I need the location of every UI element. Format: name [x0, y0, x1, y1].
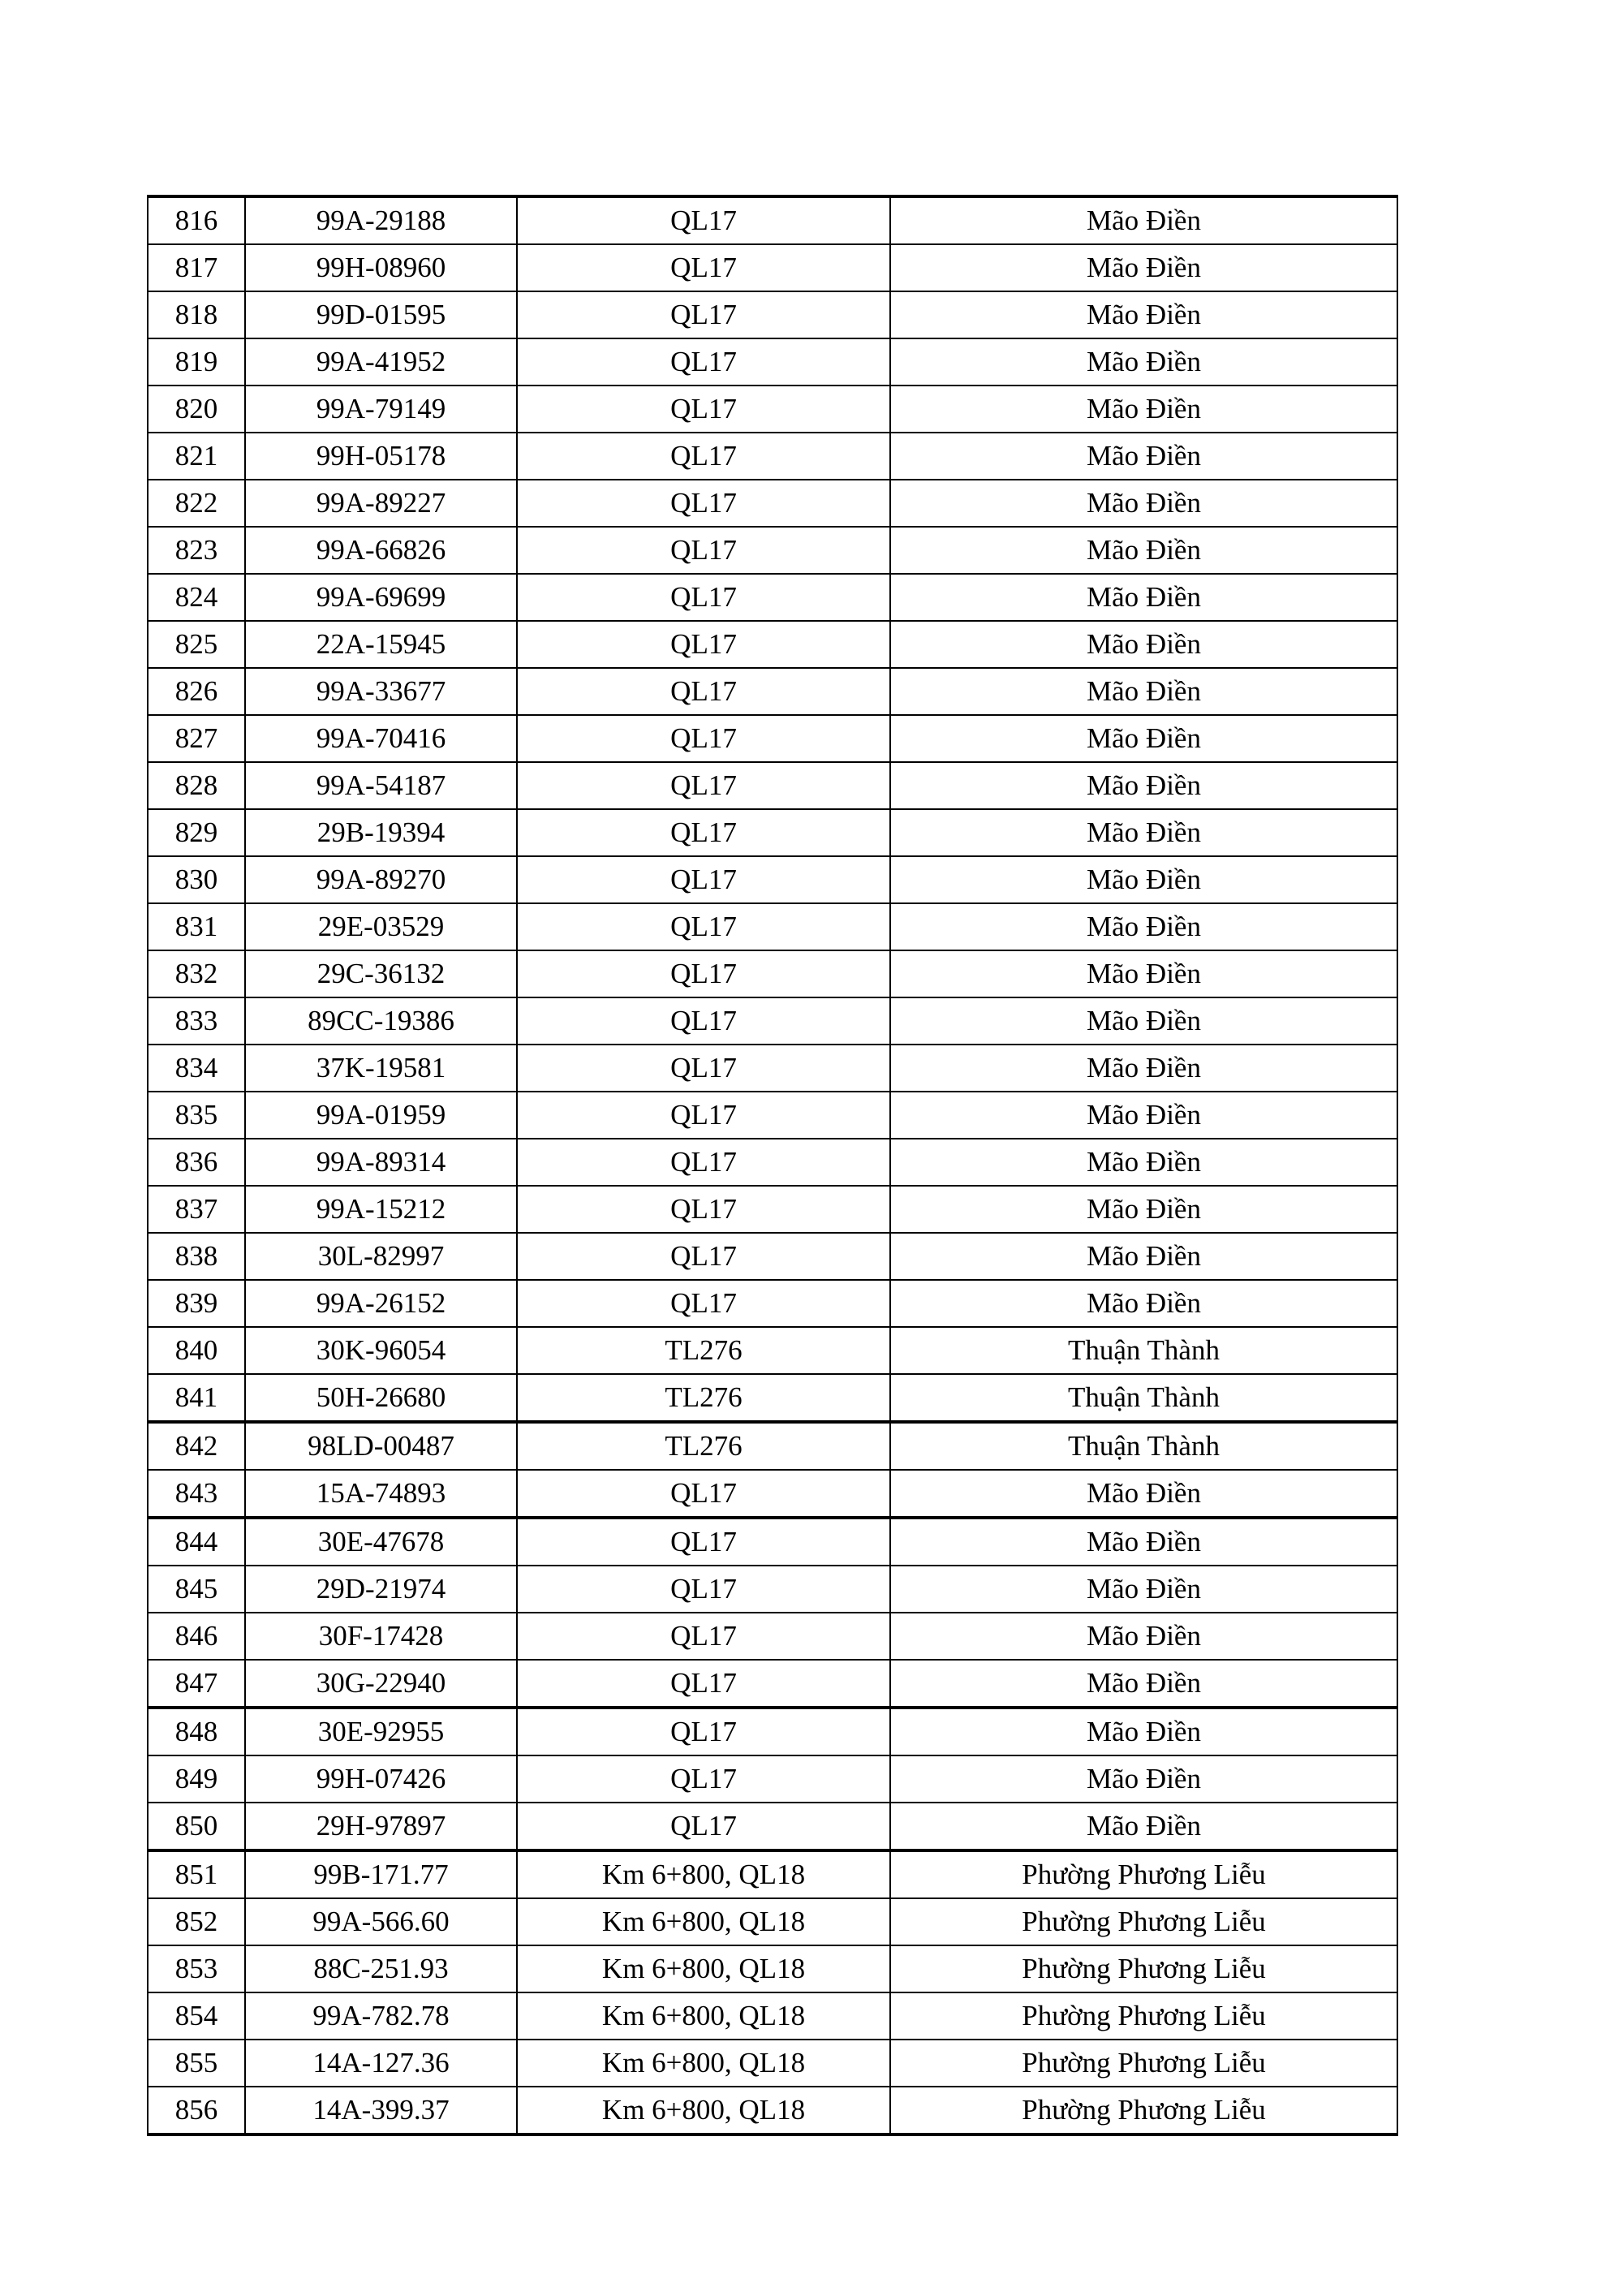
- cell-route: QL17: [517, 1518, 890, 1566]
- cell-location: Mão Điền: [890, 1470, 1397, 1518]
- cell-index: 831: [148, 903, 245, 950]
- cell-location: Thuận Thành: [890, 1327, 1397, 1374]
- cell-license-plate: 30E-92955: [245, 1708, 517, 1755]
- cell-location: Mão Điền: [890, 1755, 1397, 1803]
- cell-index: 839: [148, 1280, 245, 1327]
- cell-route: QL17: [517, 762, 890, 809]
- cell-route: TL276: [517, 1327, 890, 1374]
- cell-license-plate: 99A-01959: [245, 1092, 517, 1139]
- cell-license-plate: 99A-41952: [245, 338, 517, 386]
- table-row: [148, 1850, 1397, 1898]
- cell-location: Mão Điền: [890, 1518, 1397, 1566]
- table-row: [148, 480, 1397, 527]
- cell-route: QL17: [517, 1092, 890, 1139]
- cell-index: 856: [148, 2087, 245, 2134]
- cell-index: 846: [148, 1613, 245, 1660]
- cell-index: 844: [148, 1518, 245, 1566]
- cell-index: 850: [148, 1803, 245, 1850]
- cell-index: 847: [148, 1660, 245, 1708]
- cell-license-plate: 37K-19581: [245, 1045, 517, 1092]
- cell-license-plate: 15A-74893: [245, 1470, 517, 1518]
- table-row: [148, 950, 1397, 997]
- table-row: [148, 762, 1397, 809]
- cell-license-plate: 99B-171.77: [245, 1850, 517, 1898]
- cell-index: 817: [148, 244, 245, 291]
- cell-route: QL17: [517, 574, 890, 621]
- cell-route: QL17: [517, 1708, 890, 1755]
- cell-license-plate: 89CC-19386: [245, 997, 517, 1045]
- cell-index: 848: [148, 1708, 245, 1755]
- cell-license-plate: 29E-03529: [245, 903, 517, 950]
- cell-license-plate: 29B-19394: [245, 809, 517, 856]
- cell-route: QL17: [517, 1045, 890, 1092]
- cell-location: Mão Điền: [890, 386, 1397, 433]
- cell-route: Km 6+800, QL18: [517, 2040, 890, 2087]
- cell-license-plate: 99A-69699: [245, 574, 517, 621]
- cell-route: QL17: [517, 244, 890, 291]
- cell-route: Km 6+800, QL18: [517, 1898, 890, 1945]
- table-row: [148, 856, 1397, 903]
- cell-location: Mão Điền: [890, 1045, 1397, 1092]
- cell-license-plate: 22A-15945: [245, 621, 517, 668]
- cell-index: 836: [148, 1139, 245, 1186]
- cell-location: Mão Điền: [890, 1233, 1397, 1280]
- cell-license-plate: 30K-96054: [245, 1327, 517, 1374]
- table-row: [148, 527, 1397, 574]
- cell-route: QL17: [517, 950, 890, 997]
- cell-index: 822: [148, 480, 245, 527]
- cell-license-plate: 99A-89270: [245, 856, 517, 903]
- table-row: [148, 1139, 1397, 1186]
- cell-license-plate: 88C-251.93: [245, 1945, 517, 1992]
- table-row: [148, 1566, 1397, 1613]
- cell-route: QL17: [517, 196, 890, 244]
- cell-route: QL17: [517, 1803, 890, 1850]
- cell-license-plate: 30L-82997: [245, 1233, 517, 1280]
- cell-location: Mão Điền: [890, 762, 1397, 809]
- table-row: [148, 338, 1397, 386]
- table-row: [148, 1470, 1397, 1518]
- cell-route: QL17: [517, 903, 890, 950]
- cell-route: Km 6+800, QL18: [517, 1945, 890, 1992]
- cell-location: Mão Điền: [890, 856, 1397, 903]
- cell-index: 818: [148, 291, 245, 338]
- cell-index: 841: [148, 1374, 245, 1422]
- vehicle-registry-table: [147, 195, 1398, 2136]
- cell-route: QL17: [517, 527, 890, 574]
- cell-index: 828: [148, 762, 245, 809]
- cell-index: 833: [148, 997, 245, 1045]
- cell-route: QL17: [517, 1470, 890, 1518]
- cell-location: Mão Điền: [890, 809, 1397, 856]
- cell-location: Mão Điền: [890, 1708, 1397, 1755]
- table-row: [148, 2040, 1397, 2087]
- cell-index: 845: [148, 1566, 245, 1613]
- table-row: [148, 1992, 1397, 2040]
- table-row: [148, 903, 1397, 950]
- cell-route: QL17: [517, 1233, 890, 1280]
- cell-route: QL17: [517, 1613, 890, 1660]
- table-row: [148, 1898, 1397, 1945]
- cell-location: Phường Phương Liễu: [890, 1945, 1397, 1992]
- cell-route: QL17: [517, 621, 890, 668]
- cell-index: 851: [148, 1850, 245, 1898]
- table-row: [148, 433, 1397, 480]
- table-row: [148, 1233, 1397, 1280]
- cell-index: 820: [148, 386, 245, 433]
- cell-location: Mão Điền: [890, 1803, 1397, 1850]
- table-row: [148, 621, 1397, 668]
- cell-index: 829: [148, 809, 245, 856]
- table-row: [148, 1045, 1397, 1092]
- cell-license-plate: 99A-782.78: [245, 1992, 517, 2040]
- cell-route: QL17: [517, 480, 890, 527]
- cell-location: Mão Điền: [890, 668, 1397, 715]
- cell-location: Mão Điền: [890, 1660, 1397, 1708]
- cell-index: 852: [148, 1898, 245, 1945]
- cell-route: QL17: [517, 1566, 890, 1613]
- cell-route: QL17: [517, 291, 890, 338]
- cell-route: QL17: [517, 433, 890, 480]
- cell-route: QL17: [517, 1186, 890, 1233]
- cell-index: 821: [148, 433, 245, 480]
- cell-index: 827: [148, 715, 245, 762]
- cell-license-plate: 14A-127.36: [245, 2040, 517, 2087]
- cell-license-plate: 98LD-00487: [245, 1422, 517, 1470]
- cell-license-plate: 99A-29188: [245, 196, 517, 244]
- vehicle-registry-table-wrapper: [147, 195, 1397, 2136]
- cell-route: Km 6+800, QL18: [517, 2087, 890, 2134]
- table-row: [148, 1092, 1397, 1139]
- cell-license-plate: 30F-17428: [245, 1613, 517, 1660]
- cell-location: Mão Điền: [890, 1613, 1397, 1660]
- cell-route: QL17: [517, 856, 890, 903]
- cell-route: QL17: [517, 668, 890, 715]
- cell-location: Phường Phương Liễu: [890, 1898, 1397, 1945]
- table-row: [148, 1518, 1397, 1566]
- table-row: [148, 1755, 1397, 1803]
- cell-location: Thuận Thành: [890, 1422, 1397, 1470]
- table-row: [148, 196, 1397, 244]
- table-row: [148, 574, 1397, 621]
- cell-license-plate: 99H-08960: [245, 244, 517, 291]
- cell-license-plate: 50H-26680: [245, 1374, 517, 1422]
- table-row: [148, 1422, 1397, 1470]
- table-row: [148, 2087, 1397, 2134]
- cell-location: Phường Phương Liễu: [890, 2087, 1397, 2134]
- cell-license-plate: 99A-33677: [245, 668, 517, 715]
- cell-route: QL17: [517, 1139, 890, 1186]
- table-row: [148, 1660, 1397, 1708]
- cell-location: Thuận Thành: [890, 1374, 1397, 1422]
- cell-location: Mão Điền: [890, 903, 1397, 950]
- cell-license-plate: 99A-66826: [245, 527, 517, 574]
- cell-license-plate: 30E-47678: [245, 1518, 517, 1566]
- cell-license-plate: 29C-36132: [245, 950, 517, 997]
- cell-license-plate: 99A-70416: [245, 715, 517, 762]
- cell-route: QL17: [517, 386, 890, 433]
- cell-license-plate: 99A-89227: [245, 480, 517, 527]
- cell-license-plate: 99H-07426: [245, 1755, 517, 1803]
- cell-location: Mão Điền: [890, 621, 1397, 668]
- table-row: [148, 1803, 1397, 1850]
- table-row: [148, 1280, 1397, 1327]
- cell-index: 819: [148, 338, 245, 386]
- cell-index: 854: [148, 1992, 245, 2040]
- cell-route: QL17: [517, 809, 890, 856]
- cell-location: Mão Điền: [890, 1092, 1397, 1139]
- cell-index: 853: [148, 1945, 245, 1992]
- cell-license-plate: 99A-89314: [245, 1139, 517, 1186]
- cell-route: Km 6+800, QL18: [517, 1992, 890, 2040]
- table-row: [148, 668, 1397, 715]
- table-row: [148, 1186, 1397, 1233]
- cell-location: Mão Điền: [890, 196, 1397, 244]
- cell-location: Mão Điền: [890, 244, 1397, 291]
- cell-index: 849: [148, 1755, 245, 1803]
- table-row: [148, 1613, 1397, 1660]
- cell-index: 838: [148, 1233, 245, 1280]
- cell-license-plate: 99A-26152: [245, 1280, 517, 1327]
- table-row: [148, 1945, 1397, 1992]
- cell-index: 824: [148, 574, 245, 621]
- cell-index: 826: [148, 668, 245, 715]
- cell-location: Mão Điền: [890, 1186, 1397, 1233]
- cell-license-plate: 99A-79149: [245, 386, 517, 433]
- cell-route: TL276: [517, 1374, 890, 1422]
- cell-route: QL17: [517, 715, 890, 762]
- cell-location: Mão Điền: [890, 1566, 1397, 1613]
- cell-location: Mão Điền: [890, 527, 1397, 574]
- cell-route: QL17: [517, 1755, 890, 1803]
- cell-location: Mão Điền: [890, 715, 1397, 762]
- cell-location: Mão Điền: [890, 1139, 1397, 1186]
- cell-index: 825: [148, 621, 245, 668]
- cell-index: 842: [148, 1422, 245, 1470]
- cell-location: Mão Điền: [890, 291, 1397, 338]
- cell-route: QL17: [517, 1660, 890, 1708]
- cell-license-plate: 99A-566.60: [245, 1898, 517, 1945]
- table-row: [148, 809, 1397, 856]
- cell-route: TL276: [517, 1422, 890, 1470]
- cell-route: Km 6+800, QL18: [517, 1850, 890, 1898]
- cell-index: 834: [148, 1045, 245, 1092]
- cell-license-plate: 30G-22940: [245, 1660, 517, 1708]
- cell-route: QL17: [517, 338, 890, 386]
- cell-location: Phường Phương Liễu: [890, 2040, 1397, 2087]
- table-row: [148, 715, 1397, 762]
- cell-location: Mão Điền: [890, 480, 1397, 527]
- cell-license-plate: 29H-97897: [245, 1803, 517, 1850]
- cell-license-plate: 99H-05178: [245, 433, 517, 480]
- cell-location: Phường Phương Liễu: [890, 1850, 1397, 1898]
- cell-license-plate: 99A-54187: [245, 762, 517, 809]
- table-row: [148, 1374, 1397, 1422]
- cell-index: 832: [148, 950, 245, 997]
- table-body: [148, 196, 1397, 2134]
- table-row: [148, 244, 1397, 291]
- table-row: [148, 1708, 1397, 1755]
- cell-index: 823: [148, 527, 245, 574]
- cell-index: 855: [148, 2040, 245, 2087]
- cell-index: 835: [148, 1092, 245, 1139]
- cell-license-plate: 14A-399.37: [245, 2087, 517, 2134]
- cell-index: 843: [148, 1470, 245, 1518]
- cell-index: 840: [148, 1327, 245, 1374]
- table-row: [148, 386, 1397, 433]
- cell-license-plate: 99D-01595: [245, 291, 517, 338]
- table-row: [148, 291, 1397, 338]
- cell-route: QL17: [517, 1280, 890, 1327]
- cell-location: Mão Điền: [890, 950, 1397, 997]
- cell-index: 830: [148, 856, 245, 903]
- cell-location: Mão Điền: [890, 433, 1397, 480]
- cell-license-plate: 99A-15212: [245, 1186, 517, 1233]
- table-row: [148, 997, 1397, 1045]
- table-row: [148, 1327, 1397, 1374]
- cell-location: Mão Điền: [890, 1280, 1397, 1327]
- cell-route: QL17: [517, 997, 890, 1045]
- cell-location: Mão Điền: [890, 338, 1397, 386]
- cell-index: 816: [148, 196, 245, 244]
- cell-license-plate: 29D-21974: [245, 1566, 517, 1613]
- cell-location: Mão Điền: [890, 997, 1397, 1045]
- cell-location: Mão Điền: [890, 574, 1397, 621]
- cell-location: Phường Phương Liễu: [890, 1992, 1397, 2040]
- cell-index: 837: [148, 1186, 245, 1233]
